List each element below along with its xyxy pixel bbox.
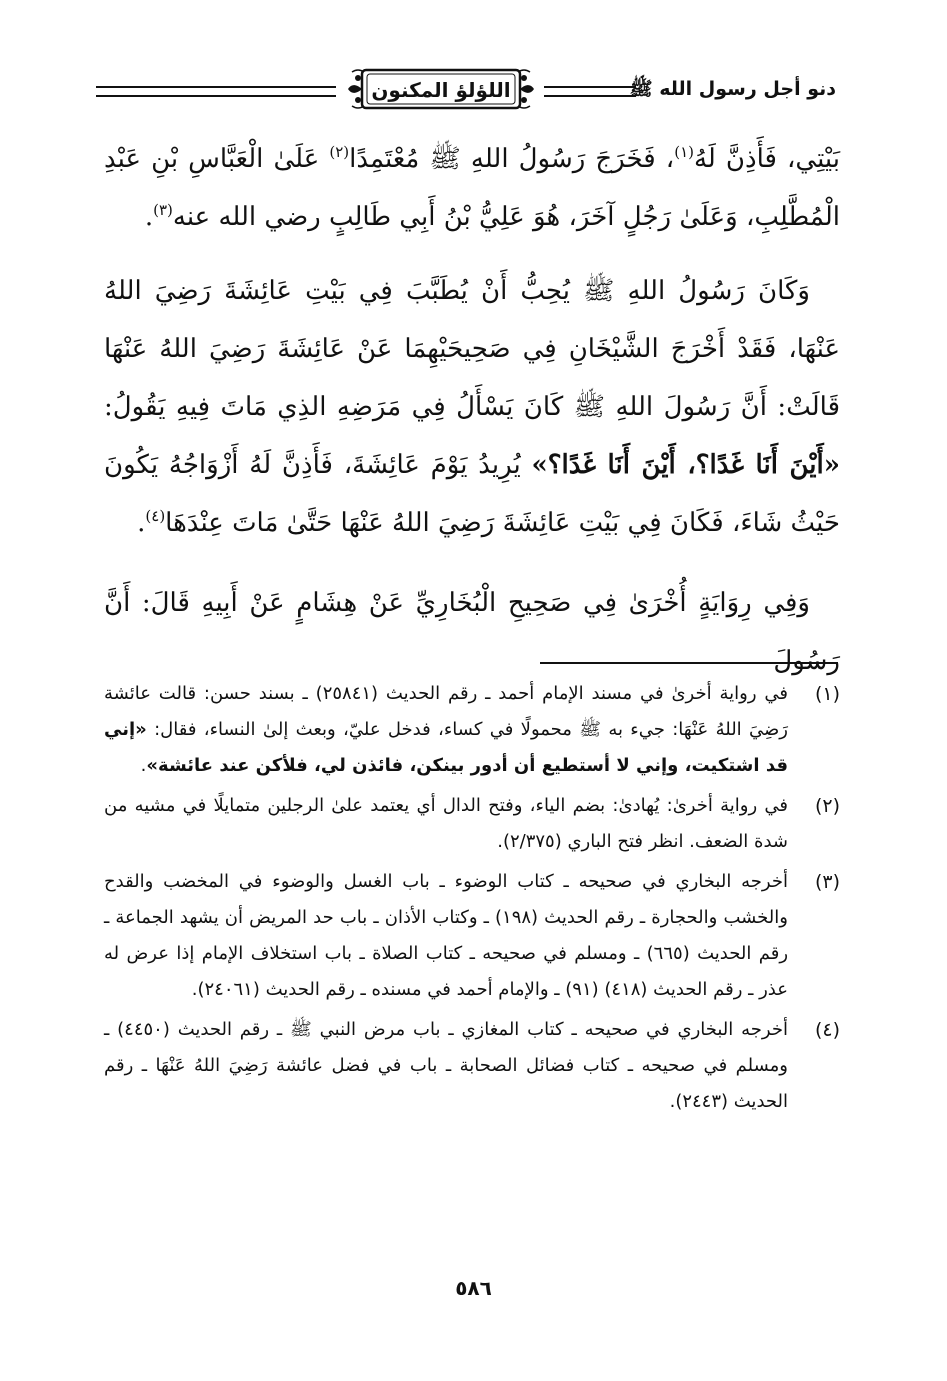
- p2-text-a: وَكَانَ رَسُولُ اللهِ ﷺ يُحِبُّ أَنْ يُطَبَّبَ فِي بَيْتِ عَائِشَةَ رَضِيَ اللهُ عَنْهَا، فَقَدْ أَخْرَجَ الشَّيْخَانِ فِي صَحِيحَيْهِمَا عَنْ عَائِشَةَ رَضِيَ اللهُ عَنْهَا قَالَتْ: أَنَّ رَسُولَ اللهِ ﷺ كَانَ يَسْأَلُ فِي مَرَضِهِ الذِي مَاتَ فِيهِ يَقُولُ:: [104, 276, 840, 422]
- p1-text-b: ، فَخَرَجَ رَسُولُ اللهِ ﷺ مُعْتَمِدًا: [349, 144, 675, 174]
- p2-text-b: يُرِيدُ يَوْمَ عَائِشَةَ، فَأَذِنَّ لَهُ أَزْوَاجُهُ يَكُونَ حَيْثُ شَاءَ، فَكَانَ فِي بَيْتِ عَائِشَةَ رَضِيَ اللهُ عَنْهَا حَتَّىٰ مَاتَ عِنْدَهَا: [104, 450, 840, 538]
- footnote-text: [104, 676, 788, 784]
- p2-text-c: .: [137, 508, 146, 538]
- header-rule-right: [544, 86, 636, 97]
- p1-text-c: عَلَىٰ الْعَبَّاسِ بْنِ عَبْدِ الْمُطَّلِبِ، وَعَلَىٰ رَجُلٍ آخَرَ، هُوَ عَلِيُّ بْنُ أَبِي طَالِبٍ رضي الله عنه: [104, 144, 840, 232]
- footnote-4: [104, 1012, 840, 1120]
- paragraph-3: وَفِي رِوَايَةٍ أُخْرَىٰ فِي صَحِيحِ الْبُخَارِيِّ عَنْ هِشَامٍ عَنْ أَبِيهِ قَالَ: أَنَّ رَسُولَ: [104, 588, 840, 676]
- footnotes: [104, 676, 840, 1124]
- footnote-number: (٤): [814, 1019, 840, 1041]
- p1-text-d: .: [144, 202, 154, 232]
- footnote-1-quote: «إني قد اشتكيت، وإني لا أستطيع أن أدور بينكن، فائذن لي، فلأكن عند عائشة»: [104, 719, 788, 776]
- page-number: ٥٨٦: [455, 1276, 492, 1300]
- footnote-separator: [540, 662, 838, 664]
- book-title: اللؤلؤ المكنون: [371, 78, 511, 102]
- footnote-3: [104, 864, 840, 1008]
- hadith-quote: «أَيْنَ أَنَا غَدًا؟، أَيْنَ أَنَا غَدًا؟»: [531, 450, 840, 480]
- paragraph-1: [104, 130, 840, 246]
- chapter-title: دنو أجل رسول الله ﷺ: [629, 78, 836, 100]
- main-text: [104, 130, 840, 690]
- page-header: [96, 56, 836, 120]
- footnote-1: [104, 676, 840, 784]
- header-rule-left: [96, 86, 336, 97]
- footnote-ref-1[interactable]: (١): [674, 143, 694, 161]
- footnote-1-text-c: .: [140, 755, 147, 776]
- footnote-2: [104, 788, 840, 860]
- footnote-text: أخرجه البخاري في صحيحه ـ كتاب المغازي ـ باب مرض النبي ﷺ ـ رقم الحديث (٤٤٥٠) ـ ومسلم في صحيحه ـ كتاب فضائل الصحابة ـ باب في فضل عائشة رَضِيَ اللهُ عَنْهَا ـ رقم الحديث (٢٤٤٣).: [104, 1019, 788, 1112]
- footnote-1-text-a: في رواية أخرىٰ في مسند الإمام أحمد ـ رقم الحديث (٢٥٨٤١) ـ بسند حسن: قالت عائشة رَضِيَ اللهُ عَنْهَا: جيء به ﷺ محمولًا في كساء، فدخل عليّ، وبعث إلىٰ النساء، فقال:: [104, 683, 788, 740]
- footnote-number: (١): [814, 683, 840, 705]
- footnote-number: (٢): [814, 795, 840, 817]
- book-title-cartouche: [348, 64, 534, 114]
- footnote-ref-4[interactable]: (٤): [145, 507, 166, 525]
- footnote-ref-2[interactable]: (٢): [329, 143, 350, 161]
- footnote-text: في رواية أخرىٰ: يُهادىٰ: بضم الياء، وفتح الدال أي يعتمد علىٰ الرجلين متمايلًا في مشيه من شدة الضعف. انظر فتح الباري (٢/٣٧٥).: [104, 795, 788, 852]
- footnote-ref-3[interactable]: (٣): [153, 201, 173, 219]
- footnote-number: (٣): [814, 871, 840, 893]
- p1-text-a: بَيْتِي، فَأَذِنَّ لَهُ: [693, 144, 841, 174]
- footnote-text: أخرجه البخاري في صحيحه ـ كتاب الوضوء ـ باب الغسل والوضوء في المخضب والقدح والخشب والحجارة ـ رقم الحديث (١٩٨) ـ وكتاب الأذان ـ باب حد المريض أن يشهد الجماعة ـ رقم الحديث (٦٦٥) ـ ومسلم في صحيحه ـ كتاب الصلاة ـ باب استخلاف الإمام إذا عرض له عذر ـ رقم الحديث (٤١٨) (٩١) ـ والإمام أحمد في مسنده ـ رقم الحديث (٢٤٠٦١).: [104, 871, 789, 1000]
- paragraph-2: [104, 262, 840, 552]
